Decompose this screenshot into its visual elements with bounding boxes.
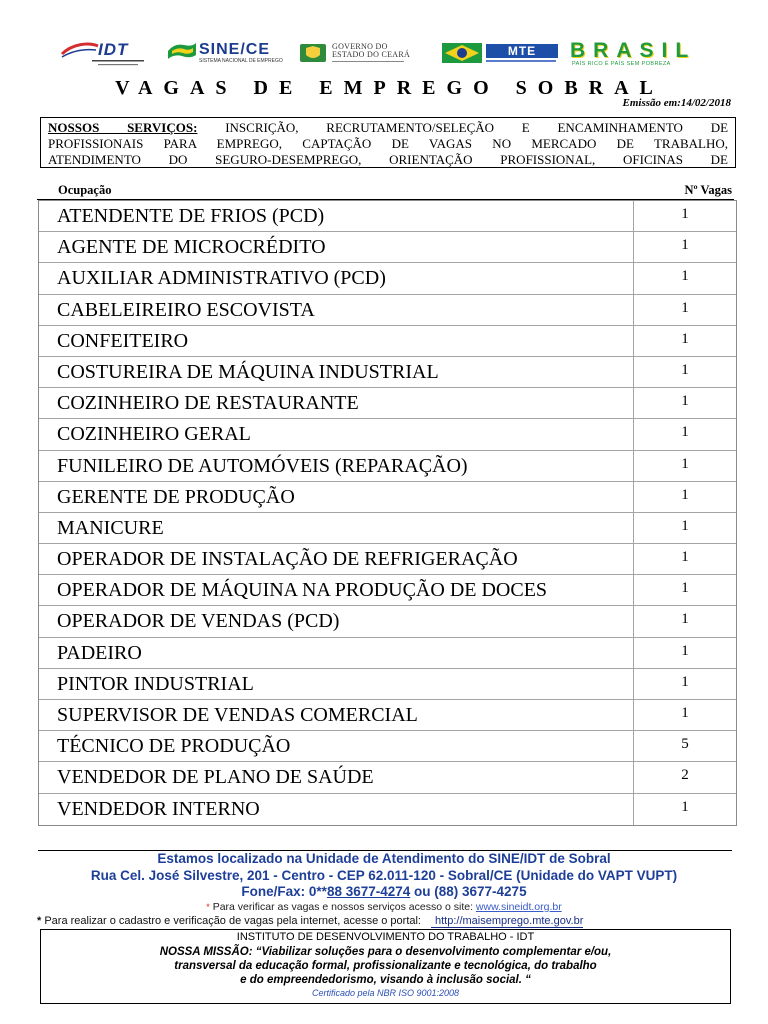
governo-logo-line-1: GOVERNO DO <box>332 42 388 51</box>
portal-note-asterisk: * <box>37 915 42 927</box>
site-note-asterisk: * <box>206 902 210 912</box>
occupation-cell: COZINHEIRO DE RESTAURANTE <box>39 388 634 418</box>
vacancy-count-cell: 1 <box>681 299 689 316</box>
table-row <box>39 731 736 762</box>
governo-logo-rule <box>332 61 404 62</box>
sine-flag-icon <box>168 43 196 59</box>
occupation-cell: AUXILIAR ADMINISTRATIVO (PCD) <box>39 263 634 293</box>
vacancy-count-cell: 1 <box>681 580 689 597</box>
mission-box <box>40 929 731 1004</box>
occupation-column-header: Ocupação <box>58 183 112 197</box>
brasil-logo-text: BRASIL <box>570 39 697 62</box>
vacancy-count-cell: 1 <box>681 206 689 222</box>
site-note-text: Para verificar as vagas e nossos serviços acesso o site: <box>209 901 476 913</box>
table-row <box>39 295 736 326</box>
idt-logo-text: IDT <box>98 40 129 59</box>
occupation-cell: ATENDENTE DE FRIOS (PCD) <box>39 201 634 231</box>
occupation-cell: OPERADOR DE MÁQUINA NA PRODUÇÃO DE DOCES <box>39 575 634 605</box>
occupation-cell: MANICURE <box>39 513 634 543</box>
table-row <box>39 575 736 606</box>
occupation-cell: CABELEIREIRO ESCOVISTA <box>39 295 634 325</box>
occupation-cell: TÉCNICO DE PRODUÇÃO <box>39 731 634 761</box>
emission-date: Emissão em:14/02/2018 <box>622 97 731 109</box>
occupation-cell: GERENTE DE PRODUÇÃO <box>39 482 634 512</box>
phone-suffix: ou (88) 3677-4275 <box>410 884 527 899</box>
vacancy-count-cell: 1 <box>681 798 689 815</box>
institute-name: INSTITUTO DE DESENVOLVIMENTO DO TRABALHO - IDT <box>236 931 535 943</box>
sine-ce-logo-subtitle: SISTEMA NACIONAL DE EMPREGO <box>199 58 283 64</box>
portal-note <box>37 914 583 928</box>
vacancy-count-cell: 1 <box>681 673 689 690</box>
table-row <box>39 357 736 388</box>
vacancy-count-cell: 1 <box>681 393 689 410</box>
occupation-cell: VENDEDOR INTERNO <box>39 794 634 825</box>
services-line-2: PROFISSIONAIS PARA EMPREGO, CAPTAÇÃO DE VAGAS NO MERCADO DE TRABALHO, <box>48 136 728 151</box>
ceara-emblem-icon <box>298 43 328 63</box>
brasil-logo-slogan: PAÍS RICO É PAÍS SEM POBREZA <box>572 61 671 67</box>
occupation-cell: COZINHEIRO GERAL <box>39 419 634 449</box>
occupation-cell: OPERADOR DE VENDAS (PCD) <box>39 606 634 636</box>
vacancy-count-cell: 1 <box>681 705 689 721</box>
table-row <box>39 669 736 700</box>
mte-logo-rule <box>486 60 556 62</box>
vacancy-count-cell: 1 <box>681 424 689 441</box>
table-row <box>39 606 736 637</box>
occupation-cell: SUPERVISOR DE VENDAS COMERCIAL <box>39 700 634 730</box>
table-row <box>39 451 736 482</box>
vacancy-count-cell: 2 <box>681 767 689 784</box>
mission-line-2: transversal da educação formal, profissionalizante e tecnológica, do trabalho <box>174 960 597 972</box>
phone-number-1: 88 3677-4274 <box>326 884 411 899</box>
governo-ceara-logo <box>298 41 434 65</box>
site-note <box>0 900 768 914</box>
table-row <box>39 419 736 450</box>
vacancy-count-cell: 1 <box>681 549 689 566</box>
table-row <box>39 263 736 294</box>
occupation-cell: CONFEITEIRO <box>39 326 634 356</box>
table-row <box>39 201 736 232</box>
table-row <box>39 513 736 544</box>
services-box <box>40 117 736 168</box>
phone-prefix: Fone/Fax: 0** <box>241 884 327 899</box>
footer-location: Estamos localizado na Unidade de Atendimento do SINE/IDT de Sobral <box>157 851 611 866</box>
page-title: VAGAS DE EMPREGO SOBRAL <box>115 77 664 99</box>
services-label: NOSSOS SERVIÇOS: <box>48 120 198 135</box>
table-row <box>39 762 736 793</box>
vacancy-count-cell: 1 <box>681 455 689 472</box>
maisemprego-portal-link[interactable]: http://maisemprego.mte.gov.br <box>431 915 583 928</box>
vacancy-count-cell: 5 <box>681 736 689 753</box>
portal-note-text: Para realizar o cadastro e verificação de vagas pela internet, acesse o portal: <box>41 915 421 927</box>
occupation-cell: AGENTE DE MICROCRÉDITO <box>39 232 634 262</box>
table-row <box>39 794 736 825</box>
vacancies-column-header: Nº Vagas <box>684 183 732 197</box>
vacancy-count-cell: 1 <box>681 330 689 347</box>
sine-ce-logo <box>168 42 290 64</box>
brazil-flag-icon <box>442 43 482 63</box>
vacancy-count-cell: 1 <box>681 642 689 659</box>
sine-ce-logo-text: SINE/CE <box>199 41 271 58</box>
occupation-cell: OPERADOR DE INSTALAÇÃO DE REFRIGERAÇÃO <box>39 544 634 574</box>
services-line-3: ATENDIMENTO DO SEGURO-DESEMPREGO, ORIENTAÇÃO PROFISSIONAL, OFICINAS DE <box>48 152 728 167</box>
table-row <box>39 482 736 513</box>
brasil-logo <box>570 40 712 68</box>
logo-bar <box>0 0 768 70</box>
occupation-cell: COSTUREIRA DE MÁQUINA INDUSTRIAL <box>39 357 634 387</box>
vacancy-count-cell: 1 <box>681 268 689 285</box>
mte-badge <box>486 44 558 58</box>
occupation-cell: PINTOR INDUSTRIAL <box>39 669 634 699</box>
mte-logo-text: MTE <box>507 44 537 58</box>
footer-phone <box>0 884 768 900</box>
governo-logo-line-2: ESTADO DO CEARÁ <box>332 50 411 59</box>
vacancy-count-cell: 1 <box>681 361 689 378</box>
occupation-cell: PADEIRO <box>39 638 634 668</box>
vacancy-count-cell: 1 <box>681 517 689 534</box>
table-row <box>39 638 736 669</box>
services-text: INSCRIÇÃO, RECRUTAMENTO/SELEÇÃO E ENCAMINHAMENTO DE <box>225 120 729 135</box>
services-line-1 <box>48 120 728 136</box>
mte-logo <box>442 43 560 65</box>
footer-address: Rua Cel. José Silvestre, 201 - Centro - CEP 62.011-120 - Sobral/CE (Unidade do VAPT VUPT) <box>90 868 678 883</box>
table-row <box>39 700 736 731</box>
table-row <box>39 232 736 263</box>
mission-line-1: NOSSA MISSÃO: “Viabilizar soluções para o desenvolvimento complementar e/ou, <box>159 946 612 958</box>
idt-logo <box>58 40 154 70</box>
table-row <box>39 388 736 419</box>
occupation-cell: VENDEDOR DE PLANO DE SAÚDE <box>39 762 634 792</box>
sineidt-site-link[interactable]: www.sineidt.org.br <box>475 901 562 913</box>
iso-certification: Certificado pela NBR ISO 9001:2008 <box>311 988 460 998</box>
mission-line-3: e do empreendedorismo, visando à inclusão social. “ <box>240 974 531 986</box>
vacancy-count-cell: 1 <box>681 486 689 503</box>
table-row <box>39 544 736 575</box>
occupation-cell: FUNILEIRO DE AUTOMÓVEIS (REPARAÇÃO) <box>39 451 634 481</box>
vacancy-count-cell: 1 <box>681 611 689 628</box>
vacancies-table <box>38 200 737 826</box>
table-row <box>39 326 736 357</box>
vacancy-count-cell: 1 <box>681 237 689 254</box>
